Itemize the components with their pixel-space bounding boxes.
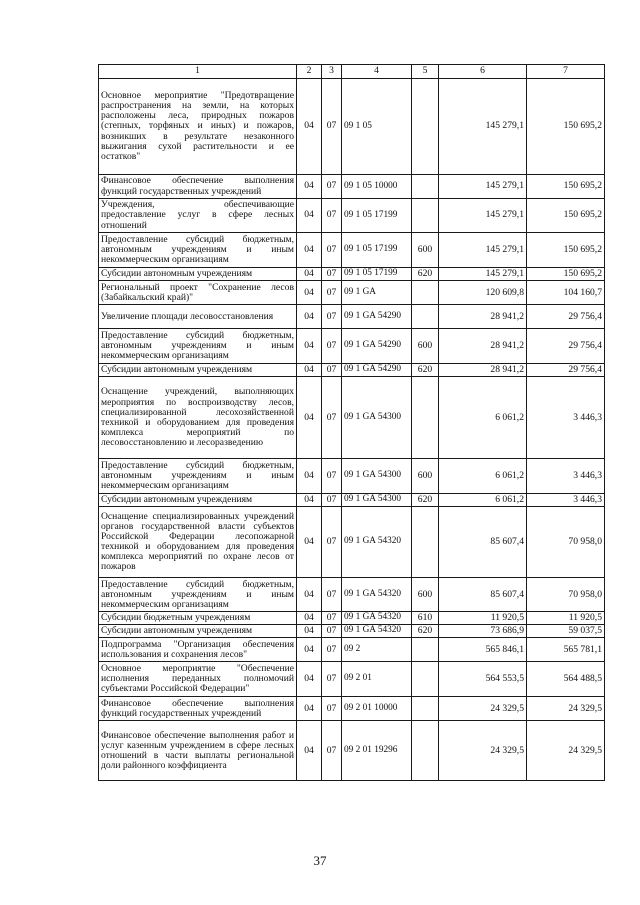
- expense-name-cell: Субсидии бюджетным учреждениям: [99, 612, 297, 625]
- table-row: [99, 305, 605, 329]
- subsection-code-cell: 07: [322, 721, 342, 781]
- amount-year1-cell: 564 553,5: [439, 662, 527, 697]
- section-code-cell: 04: [297, 612, 322, 625]
- section-code-cell: 04: [297, 721, 322, 781]
- subsection-code-cell: 07: [322, 268, 342, 281]
- table-body: [99, 79, 605, 781]
- table-row: [99, 625, 605, 638]
- section-code-cell: 04: [297, 364, 322, 377]
- amount-year2-cell: 29 756,4: [527, 305, 605, 329]
- target-article-cell: 09 1 GA 54320: [342, 578, 412, 612]
- amount-year2-cell: 59 037,5: [527, 625, 605, 638]
- amount-year1-cell: 145 279,1: [439, 199, 527, 233]
- amount-year2-cell: 24 329,5: [527, 697, 605, 721]
- table-row: [99, 79, 605, 175]
- amount-year1-cell: 120 609,8: [439, 281, 527, 305]
- table-row: [99, 507, 605, 578]
- target-article-cell: 09 1 GA 54320: [342, 612, 412, 625]
- col-header-4: 4: [342, 65, 412, 79]
- target-article-cell: 09 2 01 10000: [342, 697, 412, 721]
- expense-type-cell: [412, 507, 439, 578]
- table-row: [99, 377, 605, 459]
- section-code-cell: 04: [297, 79, 322, 175]
- subsection-code-cell: 07: [322, 662, 342, 697]
- amount-year1-cell: 6 061,2: [439, 459, 527, 494]
- table-row: [99, 612, 605, 625]
- expense-type-cell: [412, 721, 439, 781]
- amount-year2-cell: 150 695,2: [527, 268, 605, 281]
- target-article-cell: 09 1 05 17199: [342, 268, 412, 281]
- expense-type-cell: [412, 175, 439, 199]
- section-code-cell: 04: [297, 377, 322, 459]
- amount-year2-cell: 150 695,2: [527, 175, 605, 199]
- subsection-code-cell: 07: [322, 377, 342, 459]
- amount-year1-cell: 11 920,5: [439, 612, 527, 625]
- expense-name-cell: Учреждения, обеспечивающие предоставление услуг в сфере лесных отношений: [99, 199, 297, 233]
- amount-year2-cell: 564 488,5: [527, 662, 605, 697]
- expense-type-cell: 620: [412, 268, 439, 281]
- table-row: [99, 721, 605, 781]
- expense-type-cell: [412, 79, 439, 175]
- expense-name-cell: Увеличение площади лесовосстановления: [99, 305, 297, 329]
- subsection-code-cell: 07: [322, 305, 342, 329]
- amount-year2-cell: 150 695,2: [527, 199, 605, 233]
- expense-type-cell: [412, 305, 439, 329]
- expense-type-cell: [412, 281, 439, 305]
- amount-year2-cell: 150 695,2: [527, 79, 605, 175]
- expense-type-cell: [412, 377, 439, 459]
- target-article-cell: 09 1 GA 54300: [342, 377, 412, 459]
- amount-year2-cell: 3 446,3: [527, 459, 605, 494]
- subsection-code-cell: 07: [322, 459, 342, 494]
- table-row: [99, 281, 605, 305]
- expense-name-cell: Субсидии автономным учреждениям: [99, 494, 297, 507]
- target-article-cell: 09 2 01: [342, 662, 412, 697]
- amount-year1-cell: 145 279,1: [439, 79, 527, 175]
- amount-year2-cell: 24 329,5: [527, 721, 605, 781]
- amount-year1-cell: 145 279,1: [439, 268, 527, 281]
- expense-name-cell: Предоставление субсидий бюджетным, автономным учреждениям и иным некоммерческим организациям: [99, 233, 297, 268]
- expense-name-cell: Финансовое обеспечение выполнения функций государственных учреждений: [99, 175, 297, 199]
- expense-type-cell: [412, 638, 439, 662]
- expense-type-cell: 600: [412, 578, 439, 612]
- subsection-code-cell: 07: [322, 329, 342, 364]
- expense-type-cell: 600: [412, 459, 439, 494]
- section-code-cell: 04: [297, 494, 322, 507]
- target-article-cell: 09 1 GA: [342, 281, 412, 305]
- target-article-cell: 09 1 05 10000: [342, 175, 412, 199]
- expense-type-cell: 610: [412, 612, 439, 625]
- target-article-cell: 09 1 05 17199: [342, 233, 412, 268]
- col-header-7: 7: [527, 65, 605, 79]
- amount-year1-cell: 28 941,2: [439, 364, 527, 377]
- amount-year2-cell: 70 958,0: [527, 507, 605, 578]
- amount-year1-cell: 73 686,9: [439, 625, 527, 638]
- target-article-cell: 09 1 GA 54290: [342, 305, 412, 329]
- target-article-cell: 09 1 GA 54290: [342, 329, 412, 364]
- table-row: [99, 268, 605, 281]
- amount-year1-cell: 28 941,2: [439, 305, 527, 329]
- expense-type-cell: [412, 697, 439, 721]
- amount-year2-cell: 565 781,1: [527, 638, 605, 662]
- amount-year2-cell: 11 920,5: [527, 612, 605, 625]
- section-code-cell: 04: [297, 625, 322, 638]
- amount-year2-cell: 29 756,4: [527, 364, 605, 377]
- col-header-5: 5: [412, 65, 439, 79]
- subsection-code-cell: 07: [322, 625, 342, 638]
- col-header-1: 1: [99, 65, 297, 79]
- amount-year2-cell: 3 446,3: [527, 494, 605, 507]
- target-article-cell: 09 1 05 17199: [342, 199, 412, 233]
- expense-type-cell: 600: [412, 329, 439, 364]
- subsection-code-cell: 07: [322, 507, 342, 578]
- table-row: [99, 662, 605, 697]
- amount-year2-cell: 3 446,3: [527, 377, 605, 459]
- amount-year2-cell: 29 756,4: [527, 329, 605, 364]
- table-row: [99, 578, 605, 612]
- subsection-code-cell: 07: [322, 199, 342, 233]
- subsection-code-cell: 07: [322, 281, 342, 305]
- target-article-cell: 09 1 05: [342, 79, 412, 175]
- section-code-cell: 04: [297, 233, 322, 268]
- section-code-cell: 04: [297, 268, 322, 281]
- subsection-code-cell: 07: [322, 578, 342, 612]
- expense-name-cell: Финансовое обеспечение выполнения работ и услуг казенным учреждением в сфере лесных отношений в части выплаты региональной доли районного коэффициента: [99, 721, 297, 781]
- target-article-cell: 09 1 GA 54320: [342, 507, 412, 578]
- table-row: [99, 638, 605, 662]
- subsection-code-cell: 07: [322, 364, 342, 377]
- col-header-3: 3: [322, 65, 342, 79]
- expense-name-cell: Предоставление субсидий бюджетным, автономным учреждениям и иным некоммерческим организациям: [99, 578, 297, 612]
- subsection-code-cell: 07: [322, 79, 342, 175]
- section-code-cell: 04: [297, 697, 322, 721]
- expense-name-cell: Оснащение учреждений, выполняющих мероприятия по воспроизводству лесов, специализированной лесохозяйственной техникой и оборудованием для проведения комплекса мероприятий по лесовосстановлению и лесоразведению: [99, 377, 297, 459]
- table-row: [99, 175, 605, 199]
- subsection-code-cell: 07: [322, 494, 342, 507]
- expense-name-cell: Основное мероприятие "Предотвращение распространения на земли, на которых расположены леса, природных пожаров (степных, торфяных и иных) и пожаров, возникших в результате незаконного выжигания сухой растительности и ее остатков": [99, 79, 297, 175]
- expense-name-cell: Оснащение специализированных учреждений органов государственной власти субъектов Российской Федерации лесопожарной техникой и оборудованием для проведения комплекса мероприятий по охране лесов от пожаров: [99, 507, 297, 578]
- subsection-code-cell: 07: [322, 175, 342, 199]
- target-article-cell: 09 1 GA 54320: [342, 625, 412, 638]
- table-row: [99, 329, 605, 364]
- page-number: 37: [313, 853, 327, 868]
- amount-year2-cell: 104 160,7: [527, 281, 605, 305]
- amount-year1-cell: 85 607,4: [439, 578, 527, 612]
- expense-type-cell: 620: [412, 625, 439, 638]
- budget-table: [98, 64, 605, 781]
- target-article-cell: 09 1 GA 54300: [342, 494, 412, 507]
- table-row: [99, 233, 605, 268]
- subsection-code-cell: 07: [322, 612, 342, 625]
- section-code-cell: 04: [297, 175, 322, 199]
- section-code-cell: 04: [297, 199, 322, 233]
- section-code-cell: 04: [297, 281, 322, 305]
- amount-year1-cell: 28 941,2: [439, 329, 527, 364]
- table-row: [99, 364, 605, 377]
- amount-year2-cell: 150 695,2: [527, 233, 605, 268]
- target-article-cell: 09 2 01 19296: [342, 721, 412, 781]
- amount-year1-cell: 85 607,4: [439, 507, 527, 578]
- col-header-2: 2: [297, 65, 322, 79]
- subsection-code-cell: 07: [322, 233, 342, 268]
- expense-type-cell: 620: [412, 364, 439, 377]
- table-row: [99, 459, 605, 494]
- target-article-cell: 09 2: [342, 638, 412, 662]
- expense-name-cell: Субсидии автономным учреждениям: [99, 364, 297, 377]
- section-code-cell: 04: [297, 507, 322, 578]
- amount-year2-cell: 70 958,0: [527, 578, 605, 612]
- amount-year1-cell: 24 329,5: [439, 721, 527, 781]
- section-code-cell: 04: [297, 305, 322, 329]
- expense-type-cell: 600: [412, 233, 439, 268]
- section-code-cell: 04: [297, 578, 322, 612]
- amount-year1-cell: 565 846,1: [439, 638, 527, 662]
- section-code-cell: 04: [297, 459, 322, 494]
- amount-year1-cell: 145 279,1: [439, 233, 527, 268]
- col-header-6: 6: [439, 65, 527, 79]
- expense-name-cell: Субсидии автономным учреждениям: [99, 268, 297, 281]
- target-article-cell: 09 1 GA 54300: [342, 459, 412, 494]
- amount-year1-cell: 6 061,2: [439, 494, 527, 507]
- amount-year1-cell: 24 329,5: [439, 697, 527, 721]
- table-row: [99, 199, 605, 233]
- subsection-code-cell: 07: [322, 697, 342, 721]
- expense-type-cell: 620: [412, 494, 439, 507]
- header-row: [99, 65, 605, 79]
- amount-year1-cell: 6 061,2: [439, 377, 527, 459]
- expense-name-cell: Подпрограмма "Организация обеспечения использования и сохранения лесов": [99, 638, 297, 662]
- expense-name-cell: Основное мероприятие "Обеспечение исполнения переданных полномочий субъектами Российской Федерации": [99, 662, 297, 697]
- section-code-cell: 04: [297, 638, 322, 662]
- expense-name-cell: Региональный проект "Сохранение лесов (Забайкальский край)": [99, 281, 297, 305]
- expense-type-cell: [412, 199, 439, 233]
- expense-name-cell: Субсидии автономным учреждениям: [99, 625, 297, 638]
- table-row: [99, 494, 605, 507]
- section-code-cell: 04: [297, 662, 322, 697]
- table-row: [99, 697, 605, 721]
- expense-type-cell: [412, 662, 439, 697]
- amount-year1-cell: 145 279,1: [439, 175, 527, 199]
- expense-name-cell: Предоставление субсидий бюджетным, автономным учреждениям и иным некоммерческим организациям: [99, 329, 297, 364]
- expense-name-cell: Финансовое обеспечение выполнения функций государственных учреждений: [99, 697, 297, 721]
- section-code-cell: 04: [297, 329, 322, 364]
- target-article-cell: 09 1 GA 54290: [342, 364, 412, 377]
- expense-name-cell: Предоставление субсидий бюджетным, автономным учреждениям и иным некоммерческим организациям: [99, 459, 297, 494]
- subsection-code-cell: 07: [322, 638, 342, 662]
